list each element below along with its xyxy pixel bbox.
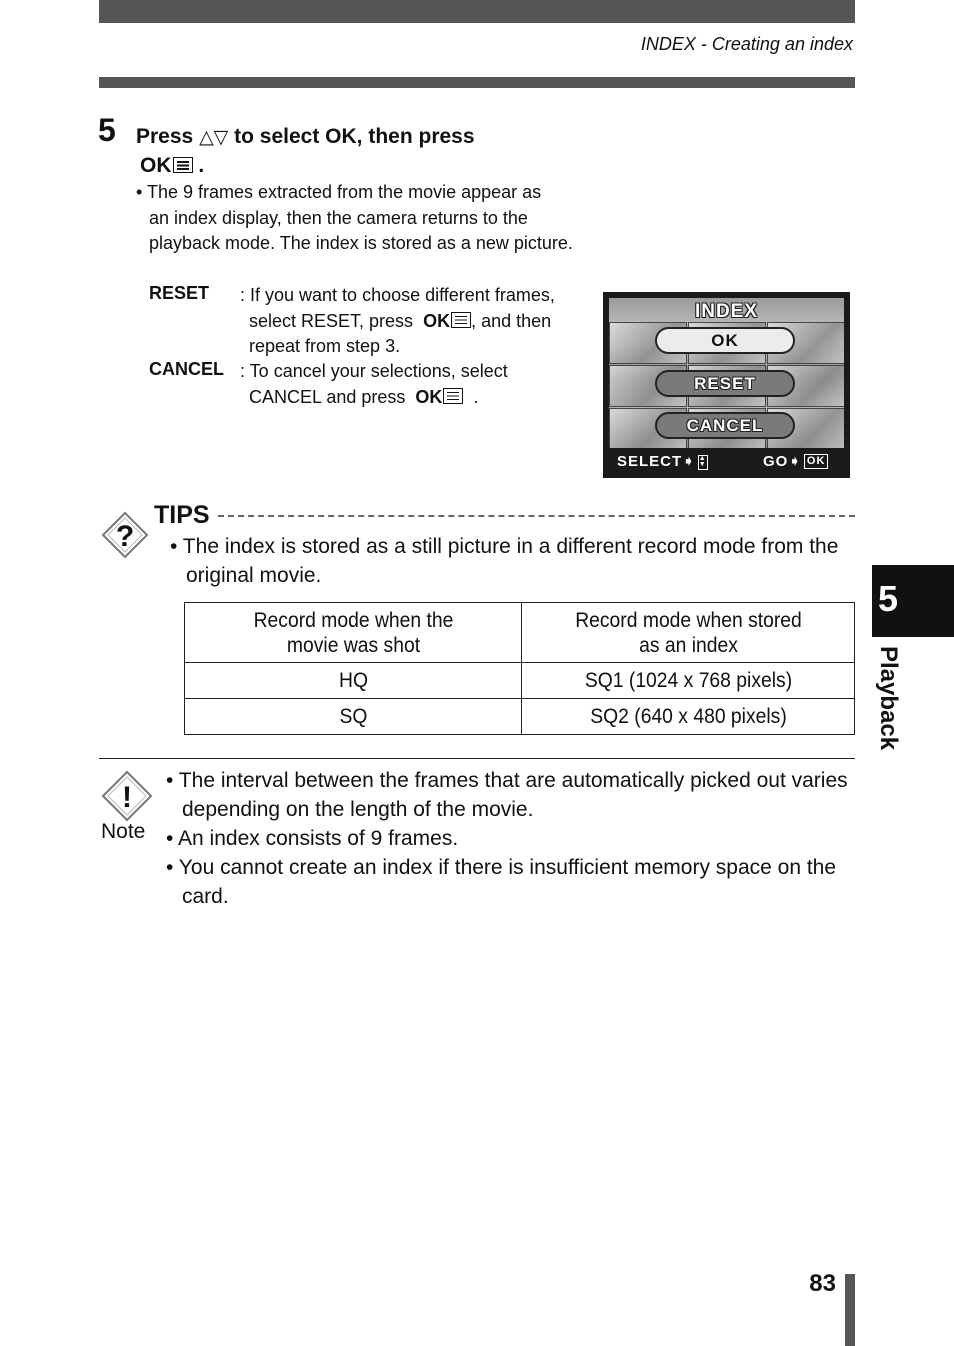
screen-option-ok[interactable]: OK <box>655 327 795 354</box>
go-label: GO <box>763 453 789 470</box>
index-frames-background <box>609 298 844 448</box>
header-title: INDEX - Creating an index <box>640 34 853 54</box>
menu-list-icon <box>451 312 471 328</box>
table-cell: HQ <box>198 663 508 699</box>
note-item: • The interval between the frames that are automatically picked out varies depending on the length of the movie. <box>166 769 848 821</box>
reset-text-b: select RESET, press <box>249 310 414 331</box>
cancel-label: CANCEL <box>149 359 224 379</box>
arrow-right-icon: ➧ <box>682 453 696 470</box>
up-down-icon: ▲ ▼ <box>698 455 707 468</box>
step-heading <box>136 124 475 150</box>
select-hint <box>617 452 708 470</box>
note-item: • You cannot create an index if there is insufficient memory space on the card. <box>166 856 837 908</box>
section-divider <box>99 758 855 759</box>
ok-button-label: OK <box>415 386 443 407</box>
exclamation-icon <box>101 770 153 822</box>
table-header-row <box>185 603 855 663</box>
arrow-right-icon: ➧ <box>788 453 802 470</box>
camera-screen <box>603 292 850 478</box>
step-heading-suffix: to select OK, then press <box>234 125 475 148</box>
reset-text-c: , and then <box>471 310 552 331</box>
page-number: 83 <box>809 1270 836 1297</box>
svg-text:!: ! <box>122 781 132 814</box>
note-list <box>166 766 856 911</box>
table-header-cell <box>535 603 841 663</box>
menu-list-icon <box>173 157 193 173</box>
screen-option-reset[interactable]: RESET <box>655 370 795 397</box>
screen-title: INDEX <box>694 301 759 322</box>
screen-status-bar <box>609 450 844 472</box>
table-cell: SQ <box>198 699 508 735</box>
header-bar <box>99 0 855 23</box>
table-header-cell <box>198 603 508 663</box>
header-shot-mode: Record mode when the movie was shot <box>253 608 453 657</box>
go-hint <box>763 452 828 470</box>
reset-text-a: : If you want to choose different frames, <box>240 285 555 305</box>
step-bullet-first: • The 9 frames extracted from the movie appear as <box>136 182 542 202</box>
cancel-description <box>240 359 585 410</box>
step-heading-ok <box>140 154 204 178</box>
step-number: 5 <box>98 112 116 148</box>
reset-text-d: repeat from step 3. <box>249 336 401 356</box>
reset-label: RESET <box>149 283 210 303</box>
tips-dashed-rule <box>218 515 855 517</box>
page-bar <box>845 1274 855 1346</box>
reset-description <box>240 283 585 360</box>
cancel-text-c: . <box>473 386 479 407</box>
step-heading-period: . <box>198 154 205 177</box>
record-mode-table <box>184 602 855 735</box>
table-row <box>185 699 855 735</box>
question-mark-icon <box>100 510 150 560</box>
tips-title: TIPS <box>154 501 210 529</box>
svg-text:?: ? <box>115 520 135 553</box>
step-bullet-rest: an index display, then the camera returns to the playback mode. The index is stored as a new picture. <box>149 207 573 253</box>
menu-list-icon <box>443 388 463 404</box>
cancel-text-a: : To cancel your selections, select <box>240 361 508 381</box>
step-bullet <box>136 180 586 257</box>
note-label: Note <box>101 820 146 843</box>
chapter-label-text: Playback <box>875 646 902 751</box>
header-index-mode: Record mode when stored as an index <box>574 608 802 657</box>
cancel-text-b: CANCEL and press <box>249 386 406 407</box>
select-label: SELECT <box>617 453 683 470</box>
up-down-arrows-icon: △▽ <box>199 127 229 148</box>
tips-text <box>170 533 855 590</box>
ok-box-icon: OK <box>804 454 829 469</box>
step-heading-prefix: Press <box>136 125 194 148</box>
table-cell: SQ1 (1024 x 768 pixels) <box>535 663 841 699</box>
table-row <box>185 663 855 699</box>
chapter-label <box>874 646 904 766</box>
ok-button-label: OK <box>423 310 451 331</box>
header-rule <box>99 77 855 88</box>
tips-bullet: • The index is stored as a still picture in a different record mode from the original movie. <box>170 535 839 587</box>
table-cell: SQ2 (640 x 480 pixels) <box>535 699 841 735</box>
chapter-number: 5 <box>878 578 899 619</box>
ok-button-label: OK <box>140 154 172 177</box>
note-item: • An index consists of 9 frames. <box>166 827 459 850</box>
screen-option-cancel[interactable]: CANCEL <box>655 412 795 439</box>
